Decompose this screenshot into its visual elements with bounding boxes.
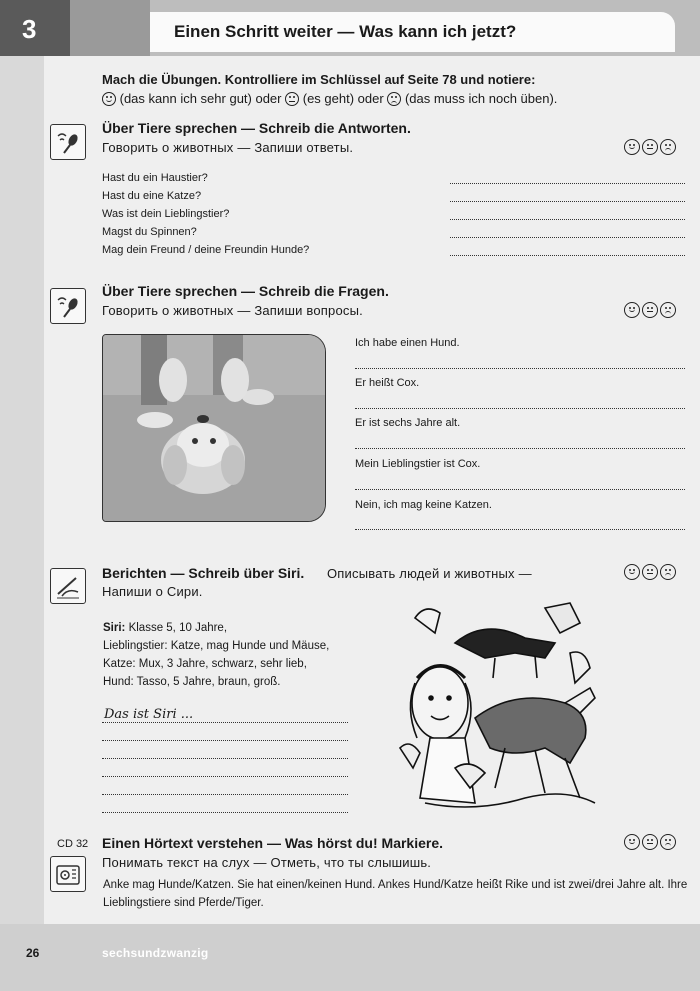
neutral-smiley-icon[interactable] [642,302,658,318]
exercise4-title: Einen Hörtext verstehen — Was hörst du! Markiere. [102,835,444,851]
cd-track-label: CD 32 [57,838,89,850]
happy-smiley-icon[interactable] [624,564,640,580]
header-tab-gray [70,0,150,56]
listening-text[interactable]: Anke mag Hunde/Katzen. Sie hat einen/keinen Hund. Ankes Hund/Katze heißt Rike und ist zwei/drei Jahre alt. Ihre Lieblingstiere sind Pferde/Tiger. [103,879,688,909]
sad-smiley-icon[interactable] [660,834,676,850]
sad-smiley-icon[interactable] [660,139,676,155]
sad-smiley-icon [387,92,401,106]
siri-profile [103,619,329,691]
writing-line-2[interactable] [102,740,348,741]
happy-label: (das kann ich sehr gut) oder [119,91,282,106]
siri-line-4: Hund: Tasso, 5 Jahre, braun, groß. [103,676,281,688]
sad-label: (das muss ich noch üben). [404,91,558,106]
microphone-icon [50,124,86,160]
question-line-3[interactable] [355,448,685,449]
exercise1-self-check [622,139,676,157]
question-2: Hast du eine Katze? [102,190,202,202]
sad-smiley-icon[interactable] [660,302,676,318]
writing-start-text: Das ist Siri ... [104,707,194,722]
neutral-smiley-icon[interactable] [642,139,658,155]
cd-player-icon [50,856,86,892]
happy-smiley-icon[interactable] [624,139,640,155]
writing-line-5[interactable] [102,794,348,795]
answer-line-2[interactable] [450,201,685,202]
happy-smiley-icon[interactable] [624,302,640,318]
answer-line-1[interactable] [450,183,685,184]
siri-line-1: Klasse 5, 10 Jahre, [128,622,228,634]
exercise4-subtitle: Понимать текст на слух — Отметь, что ты слышишь. [102,855,432,870]
given-answer-3: Er ist sechs Jahre alt. [355,417,461,429]
given-answer-5: Nein, ich mag keine Katzen. [355,499,492,511]
girl-with-animals-illustration [395,598,610,816]
exercise1-subtitle: Говорить о животных — Запиши ответы. [102,140,354,155]
unit-number: 3 [22,14,37,44]
instructions [102,70,692,108]
sad-smiley-icon[interactable] [660,564,676,580]
writing-hand-icon [50,568,86,604]
writing-line-6[interactable] [102,812,348,813]
happy-smiley-icon[interactable] [624,834,640,850]
exercise2-subtitle: Говорить о животных — Запиши вопросы. [102,303,363,318]
happy-smiley-icon [102,92,116,106]
writing-line-3[interactable] [102,758,348,759]
writing-line-4[interactable] [102,776,348,777]
question-line-2[interactable] [355,408,685,409]
siri-line-2: Lieblingstier: Katze, mag Hunde und Mäuse, [103,640,330,652]
dog-photo [102,334,326,522]
neutral-label: (es geht) oder [302,91,384,106]
exercise2-self-check [622,302,676,320]
siri-name-label: Siri: [103,622,126,634]
answer-line-4[interactable] [450,237,685,238]
exercise2-title: Über Tiere sprechen — Schreib die Fragen. [102,283,389,299]
given-answer-4: Mein Lieblingstier ist Cox. [355,458,481,470]
given-answer-2: Er heißt Cox. [355,377,420,389]
exercise1-title: Über Tiere sprechen — Schreib die Antworten. [102,120,411,136]
page-title: Einen Schritt weiter — Was kann ich jetzt? [150,12,675,52]
answer-line-5[interactable] [450,255,685,256]
question-line-1[interactable] [355,368,685,369]
answer-line-3[interactable] [450,219,685,220]
page-number-word: sechsundzwanzig [102,946,209,960]
writing-line-1[interactable] [102,722,348,723]
question-line-4[interactable] [355,489,685,490]
exercise3-title: Berichten — Schreib über Siri. [102,565,305,581]
question-1: Hast du ein Haustier? [102,172,208,184]
neutral-smiley-icon[interactable] [642,564,658,580]
given-answer-1: Ich habe einen Hund. [355,337,460,349]
neutral-smiley-icon[interactable] [642,834,658,850]
exercise3-subtitle-a: Описывать людей и животных — [327,566,532,581]
exercise3-self-check [622,564,676,582]
exercise4-self-check [622,834,676,852]
question-line-5[interactable] [355,529,685,530]
exercise3-subtitle-b: Напиши о Сири. [102,584,203,599]
question-3: Was ist dein Lieblingstier? [102,208,230,220]
dog-photo-drawing [103,335,325,521]
neutral-smiley-icon [285,92,299,106]
siri-line-3: Katze: Mux, 3 Jahre, schwarz, sehr lieb, [103,658,307,670]
microphone-icon [50,288,86,324]
question-4: Magst du Spinnen? [102,226,197,238]
question-5: Mag dein Freund / deine Freundin Hunde? [102,244,310,256]
page-number: 26 [26,946,40,960]
instructions-text: Mach die Übungen. Kontrolliere im Schlüssel auf Seite 78 und notiere: [102,72,536,87]
